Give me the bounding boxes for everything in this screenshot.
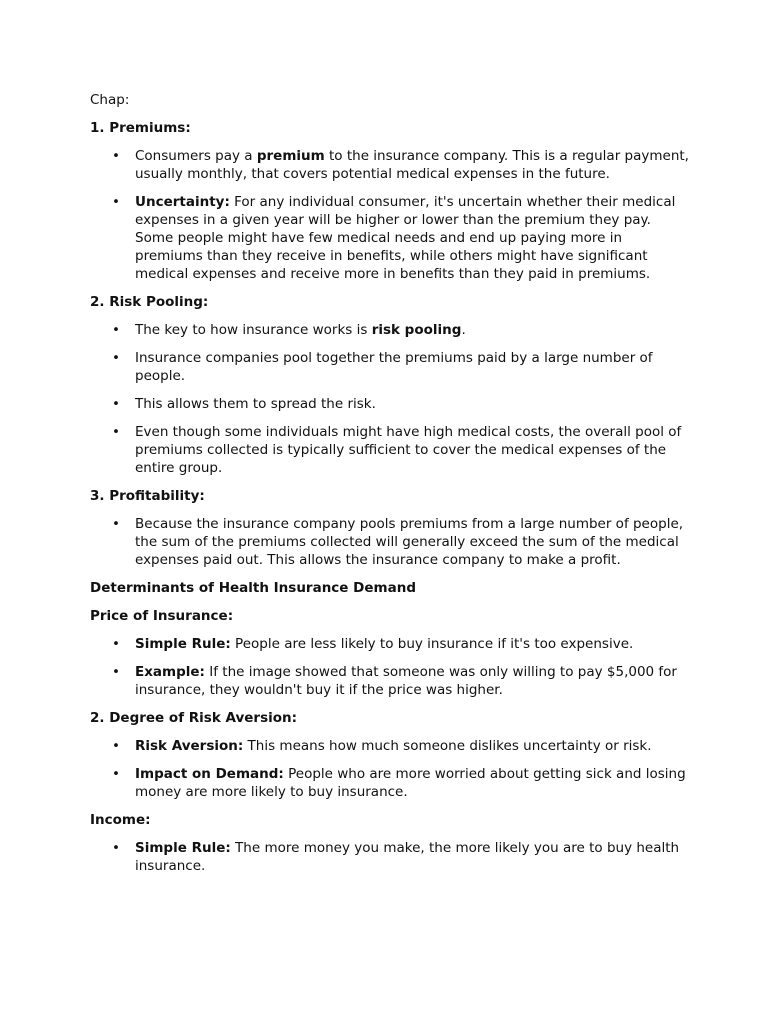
bullet-icon: •: [112, 396, 120, 412]
bullet-list: [90, 515, 690, 569]
list-item: [90, 423, 690, 477]
item-text: Insurance companies pool together the premiums paid by a large number of people.: [135, 350, 653, 384]
bullet-icon: •: [112, 738, 120, 754]
item-text: Even though some individuals might have high medical costs, the overall pool of premiums collected is typically sufficient to cover the medical expenses of the entire group.: [135, 424, 682, 476]
list-item: [90, 349, 690, 385]
bullet-icon: •: [112, 424, 120, 440]
document-body: [90, 91, 690, 885]
section-heading: Income:: [90, 812, 151, 828]
sections-container: [90, 119, 690, 875]
bullet-icon: •: [112, 636, 120, 652]
bullet-icon: •: [112, 766, 120, 782]
item-text: .: [461, 322, 466, 338]
item-text: Consumers pay a: [135, 148, 257, 164]
list-item: [90, 663, 690, 699]
item-text: to the insurance company. This is a regular payment, usually monthly, that covers potential medical expenses in the future.: [135, 148, 689, 182]
item-bold-term: Impact on Demand:: [135, 766, 284, 782]
bullet-list: [90, 839, 690, 875]
bullet-icon: •: [112, 516, 120, 532]
bullet-list: [90, 147, 690, 283]
item-text: This allows them to spread the risk.: [135, 396, 376, 412]
bullet-icon: •: [112, 194, 120, 210]
bullet-list: [90, 737, 690, 801]
section-heading: 3. Profitability:: [90, 488, 205, 504]
section-heading: Price of Insurance:: [90, 608, 234, 624]
item-bold-term: risk pooling: [371, 322, 462, 338]
bullet-list: [90, 321, 690, 477]
item-bold-term: premium: [256, 148, 325, 164]
list-item: [90, 635, 690, 653]
bullet-icon: •: [112, 840, 120, 856]
section-heading: Determinants of Health Insurance Demand: [90, 580, 416, 596]
section-heading: 2. Degree of Risk Aversion:: [90, 710, 298, 726]
item-text: The more money you make, the more likely you are to buy health insurance.: [135, 840, 680, 874]
list-item: [90, 193, 690, 283]
bullet-icon: •: [112, 148, 120, 164]
item-text: For any individual consumer, it's uncertain whether their medical expenses in a given year will be higher or lower than the premium they pay. Some people might have few medical needs and end up paying more in premiums than they receive in benefits, while others might have significant medical expenses and receive more in benefits than they paid in premiums.: [135, 194, 676, 282]
list-item: [90, 395, 690, 413]
item-bold-term: Simple Rule:: [135, 840, 231, 856]
list-item: [90, 765, 690, 801]
item-text: If the image showed that someone was only willing to pay $5,000 for insurance, they wouldn't buy it if the price was higher.: [135, 664, 677, 698]
list-item: [90, 737, 690, 755]
item-bold-term: Simple Rule:: [135, 636, 231, 652]
item-bold-term: Risk Aversion:: [135, 738, 244, 754]
section-heading: 1. Premiums:: [90, 120, 191, 136]
chap-label: Chap:: [90, 92, 130, 108]
list-item: [90, 515, 690, 569]
item-bold-term: Example:: [135, 664, 205, 680]
item-text: This means how much someone dislikes uncertainty or risk.: [243, 738, 652, 754]
item-text: Because the insurance company pools premiums from a large number of people, the sum of the premiums collected will generally exceed the sum of the medical expenses paid out. This allows the insurance company to make a profit.: [135, 516, 684, 568]
item-bold-term: Uncertainty:: [135, 194, 230, 210]
bullet-list: [90, 635, 690, 699]
list-item: [90, 147, 690, 183]
item-text: People who are more worried about getting sick and losing money are more likely to buy insurance.: [135, 766, 686, 800]
bullet-icon: •: [112, 322, 120, 338]
item-text: The key to how insurance works is: [135, 322, 372, 338]
bullet-icon: •: [112, 350, 120, 366]
list-item: [90, 321, 690, 339]
item-text: People are less likely to buy insurance if it's too expensive.: [230, 636, 634, 652]
bullet-icon: •: [112, 664, 120, 680]
section-heading: 2. Risk Pooling:: [90, 294, 209, 310]
list-item: [90, 839, 690, 875]
